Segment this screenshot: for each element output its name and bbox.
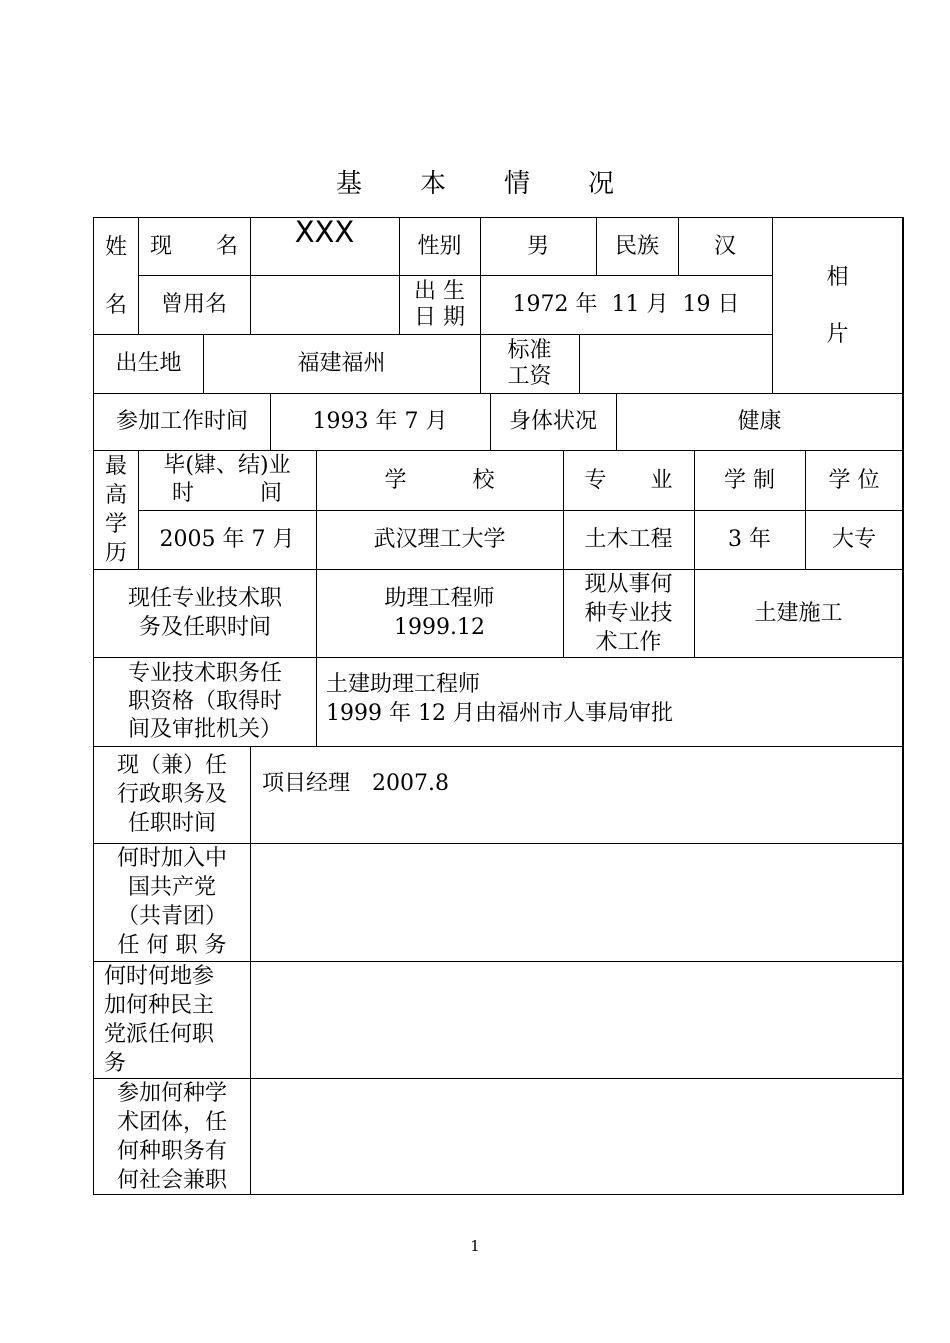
democratic-party-label-line: 党派任何职	[104, 1021, 215, 1047]
current-name-value: XXX	[294, 214, 355, 249]
current-title-value-line: 1999.12	[394, 615, 485, 640]
degree-label: 学 位	[828, 467, 880, 493]
page-title	[0, 163, 950, 200]
admin-post-label-line: 任职时间	[127, 811, 216, 836]
birthplace-value: 福建福州	[297, 351, 386, 376]
qualification-label-line: 专业技术职务任	[127, 660, 282, 686]
schooling-length-value: 3 年	[728, 527, 771, 552]
ethnicity-value: 汉	[713, 234, 736, 259]
ethnicity-label: 民族	[614, 234, 659, 259]
title-char: 况	[588, 169, 615, 199]
democratic-party-label-line: 何时何地参	[104, 963, 215, 989]
school-value: 武汉理工大学	[373, 527, 506, 552]
party-label-line: 何时加入中	[116, 846, 227, 871]
birth-date-label-line: 日 期	[414, 304, 465, 330]
current-field-label-line: 现从事何	[584, 571, 673, 597]
qualification-label	[94, 657, 316, 746]
current-field-label-line: 种专业技	[584, 600, 673, 626]
standard-wage-label-line: 标准	[507, 337, 552, 363]
democratic-party-label-line: 务	[104, 1050, 127, 1076]
school-label: 学 校	[384, 467, 495, 493]
title-char: 基	[335, 169, 362, 199]
current-name-label: 现 名	[149, 234, 238, 259]
qualification-value-line: 1999 年 12 月由福州市人事局审批	[326, 701, 673, 726]
education-label-char: 高	[104, 482, 127, 508]
work-start-value: 1993 年 7 月	[312, 409, 448, 434]
photo-label-char: 相	[826, 264, 849, 290]
major-value: 土木工程	[584, 527, 673, 552]
admin-post-value: 项目经理 2007.8	[262, 771, 449, 796]
birth-date-label-line: 出 生	[414, 278, 465, 304]
birth-date-label	[399, 275, 480, 334]
former-name-value	[250, 275, 399, 334]
standard-wage-label-line: 工资	[507, 363, 552, 389]
birthplace-label: 出生地	[115, 351, 182, 376]
party-label-line: 任 何 职 务	[117, 933, 227, 958]
qualification-label-line: 间及审批机关）	[127, 716, 282, 742]
current-field-label-line: 术工作	[595, 629, 662, 655]
degree-value: 大专	[831, 527, 876, 552]
current-field-value: 土建施工	[754, 600, 843, 626]
academic-group-label-line: 参加何种学	[116, 1080, 227, 1106]
current-title-label-line: 现任专业技术职	[127, 586, 282, 611]
gender-label: 性别	[417, 234, 462, 259]
graduation-time-label-line: 毕(肄、结)业	[163, 453, 291, 478]
academic-group-label	[94, 1078, 250, 1195]
major-label: 专 业	[584, 467, 673, 493]
current-title-label	[94, 569, 316, 657]
party-label-line: （共青团）	[116, 904, 227, 929]
graduation-time-label-line: 时 间	[171, 481, 282, 506]
former-name-label: 曾用名	[160, 292, 227, 317]
name-label-char: 名	[104, 292, 127, 318]
graduation-time-label	[138, 450, 316, 510]
gender-value: 男	[526, 234, 549, 259]
qualification-value-line: 土建助理工程师	[326, 672, 481, 697]
standard-wage-value	[579, 334, 772, 393]
education-label-char: 历	[104, 540, 127, 566]
qualification-label-line: 职资格（取得时	[127, 688, 282, 714]
admin-post-label-line: 现（兼）任	[116, 753, 227, 778]
birth-date-value: 1972 年 11 月 19 日	[512, 292, 740, 317]
current-title-value-line: 助理工程师	[384, 586, 495, 611]
schooling-length-label: 学 制	[724, 467, 775, 493]
name-label	[94, 218, 138, 334]
admin-post-label	[94, 746, 250, 843]
democratic-party-label	[104, 961, 244, 1078]
qualification-value	[326, 670, 896, 728]
academic-group-label-line: 术团体，任	[116, 1109, 227, 1135]
education-label-char: 学	[104, 511, 127, 537]
standard-wage-label	[480, 334, 579, 393]
academic-group-label-line: 何社会兼职	[116, 1167, 227, 1193]
health-value: 健康	[737, 409, 782, 434]
academic-group-label-line: 何种职务有	[116, 1138, 227, 1164]
page-number: 1	[470, 1237, 480, 1255]
current-title-label-line: 务及任职时间	[138, 615, 271, 640]
title-char: 情	[504, 169, 531, 199]
education-label	[94, 450, 138, 569]
basic-info-table	[93, 214, 904, 1195]
current-field-label	[563, 569, 694, 657]
current-title-value	[316, 569, 563, 657]
photo-area	[772, 218, 903, 393]
name-label-char: 姓	[104, 234, 127, 260]
admin-post-label-line: 行政职务及	[116, 782, 227, 807]
title-char: 本	[419, 169, 446, 199]
party-label-line: 国共产党	[127, 875, 216, 900]
party-label	[94, 843, 250, 961]
graduation-time-value: 2005 年 7 月	[159, 527, 295, 552]
health-label: 身体状况	[508, 409, 597, 434]
democratic-party-label-line: 加何种民主	[104, 992, 215, 1018]
photo-label-char: 片	[826, 321, 849, 347]
education-label-char: 最	[104, 453, 127, 479]
work-start-label: 参加工作时间	[115, 409, 248, 434]
